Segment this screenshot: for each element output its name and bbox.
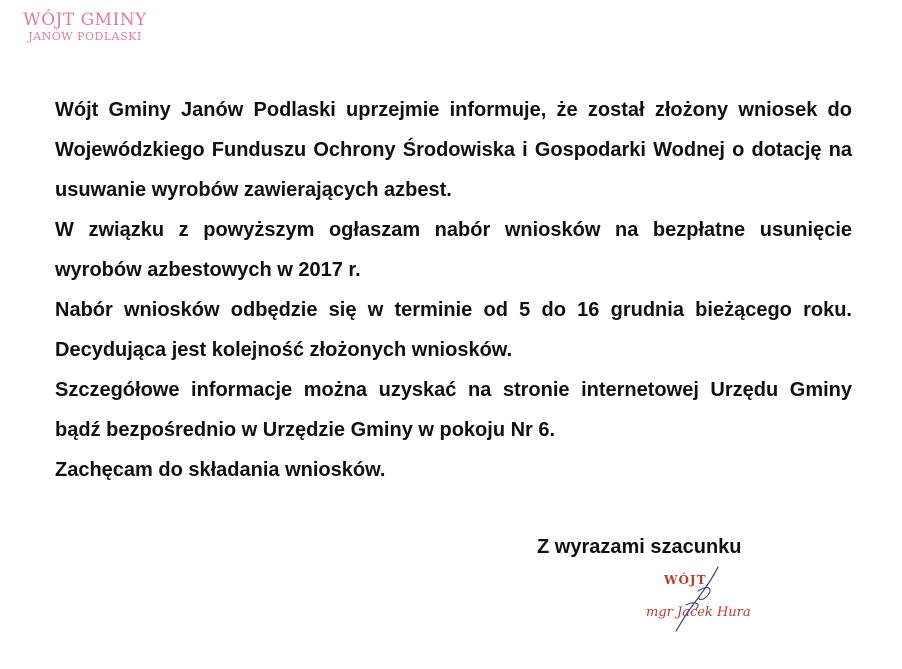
paragraph-recruitment: W związku z powyższym ogłaszam nabór wniosków na bezpłatne usunięcie wyrobów azbestowych w 2017 r. xyxy=(55,219,852,281)
signature-block xyxy=(630,565,770,645)
closing-salutation: Z wyrazami szacunku xyxy=(537,536,742,558)
municipal-header-stamp xyxy=(10,10,160,44)
signature-stamp-title: WÓJT xyxy=(664,573,707,587)
paragraph-deadline: Nabór wniosków odbędzie się w terminie od 5 do 16 grudnia bieżącego roku. Decydująca jest kolejność złożonych wniosków. xyxy=(55,299,852,361)
header-stamp-title: WÓJT GMINY xyxy=(23,10,147,30)
handwritten-signature xyxy=(660,565,740,635)
announcement-body xyxy=(55,90,852,490)
header-stamp-subtitle: JANÓW PODLASKI xyxy=(28,30,142,43)
paragraph-details: Szczegółowe informacje można uzyskać na stronie internetowej Urzędu Gminy bądź bezpośrednio w Urzędzie Gminy w pokoju Nr 6. xyxy=(55,379,852,441)
signature-stamp-name: mgr Jacek Hura xyxy=(646,605,751,620)
paragraph-encouragement: Zachęcam do składania wniosków. xyxy=(55,459,386,481)
paragraph-application-info: Wójt Gminy Janów Podlaski uprzejmie informuje, że został złożony wniosek do Wojewódzkiego Funduszu Ochrony Środowiska i Gospodarki Wodnej o dotację na usuwanie wyrobów zawierających azbest. xyxy=(55,99,852,201)
